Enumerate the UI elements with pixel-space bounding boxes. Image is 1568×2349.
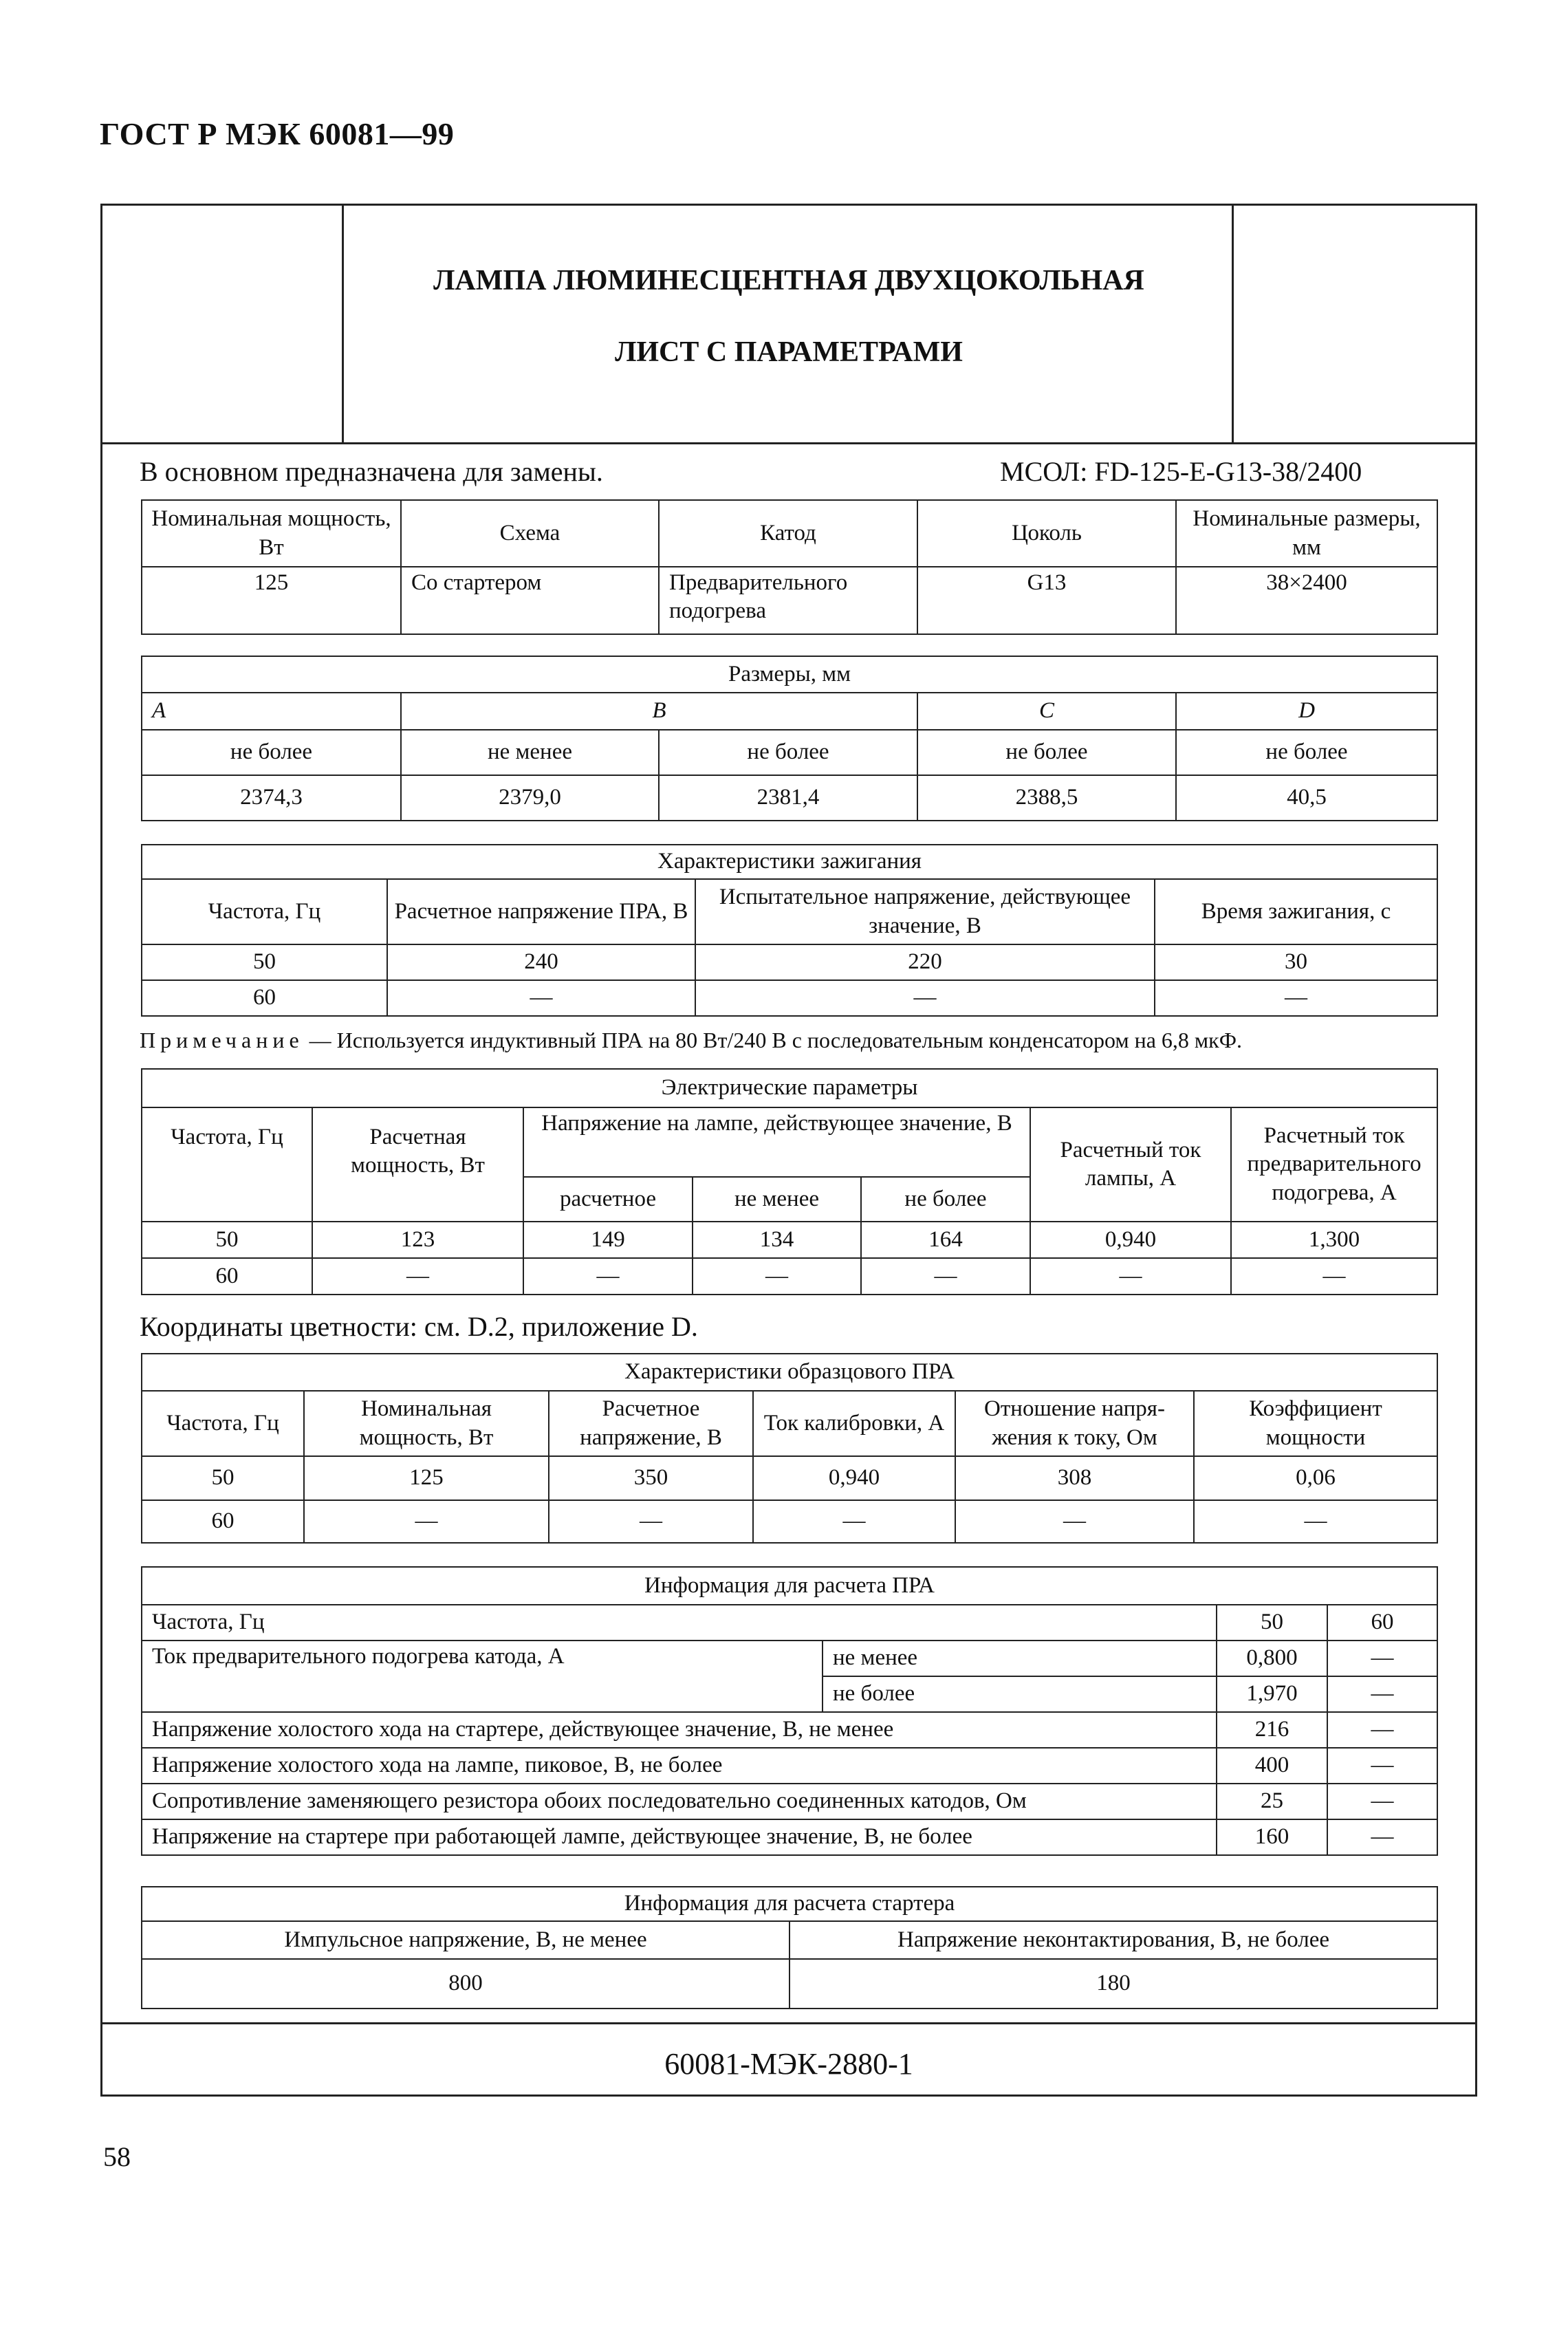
subheader-cell: не более [861,1177,1030,1222]
table-cell: Предварительного подогрева [659,567,917,634]
value-cell: 2388,5 [917,775,1176,821]
limit-cell: не более [823,1676,1217,1712]
title-block [100,204,1477,444]
row-label: Сопротивление заменяющего резистора обоих последовательно соединенных катодов, Ом [142,1784,1217,1819]
row-label: Напряжение холостого хода на стартере, действующее значение, В, не менее [142,1712,1217,1748]
intro-text: В основном предназначена для замены. [140,456,603,487]
title-divider-right [1232,204,1234,444]
header-cell: Цоколь [917,500,1176,567]
table-cell: 1,300 [1231,1222,1437,1258]
header-cell: Номинальная мощность, Вт [142,500,401,567]
header-cell: Импульсное напряжение, В, не менее [142,1921,790,1959]
limit-cell: не более [142,730,401,775]
starter-info-table [141,1886,1438,2009]
table-cell: 50 [142,944,387,980]
header-cell: Расчетная мощность, Вт [312,1107,523,1222]
limit-cell: не более [659,730,917,775]
table-cell: 350 [549,1456,753,1500]
subheader-cell: не менее [693,1177,861,1222]
table-cell: 60 [142,1258,312,1295]
table-cell: 123 [312,1222,523,1258]
dimension-letter: D [1176,693,1437,730]
table-cell: — [387,980,695,1016]
header-cell: Частота, Гц [142,1391,304,1456]
table-caption: Размеры, мм [142,656,1437,693]
table-cell: — [1194,1500,1437,1543]
table-cell: — [1327,1641,1437,1676]
table-caption: Информация для расчета ПРА [142,1567,1437,1605]
table-cell: 0,800 [1217,1641,1327,1676]
ballast-info-table [141,1566,1438,1856]
ignition-note [140,1028,1242,1053]
ignition-table [141,844,1438,1017]
dimension-letter: B [401,693,917,730]
dimension-letter: C [917,693,1176,730]
table-cell: — [1030,1258,1231,1295]
table-cell: — [312,1258,523,1295]
table-cell: — [1231,1258,1437,1295]
table-cell: 125 [142,567,401,634]
table-cell: 149 [523,1222,693,1258]
table-cell: 220 [695,944,1155,980]
header-cell: Расчетное напряжение ПРА, В [387,879,695,944]
header-cell: Ток калибровки, А [753,1391,955,1456]
dimension-letter: A [142,693,401,730]
value-cell: 2381,4 [659,775,917,821]
table-cell: 125 [304,1456,549,1500]
limit-cell: не более [1176,730,1437,775]
table-cell: 400 [1217,1748,1327,1784]
freq-value: 50 [1217,1605,1327,1641]
reference-ballast-table [141,1353,1438,1544]
limit-cell: не более [917,730,1176,775]
header-cell: Напряжение на лампе, действующее значение, В [523,1107,1030,1177]
table-cell: 0,940 [753,1456,955,1500]
table-cell: 30 [1155,944,1437,980]
chromaticity-text: Координаты цветности: см. D.2, приложение D. [140,1311,698,1342]
header-cell: Схема [401,500,659,567]
sheet-code: 60081-МЭК-2880-1 [664,2047,913,2081]
page-number: 58 [103,2141,131,2172]
header-cell: Напряжение неконтактирования, В, не более [790,1921,1437,1959]
table-caption: Электрические параметры [142,1069,1437,1107]
subheader-cell: расчетное [523,1177,693,1222]
main-parameters-table [141,499,1438,635]
table-cell: — [1327,1819,1437,1855]
title-divider-left [342,204,344,444]
table-cell: — [753,1500,955,1543]
header-cell: Частота, Гц [142,879,387,944]
table-caption: Информация для расчета стартера [142,1887,1437,1921]
table-cell: 180 [790,1959,1437,2009]
footer-rule [100,2022,1477,2024]
table-cell: — [695,980,1155,1016]
note-label: Примечание [140,1028,304,1052]
row-label: Напряжение на стартере при работающей лампе, действующее значение, В, не более [142,1819,1217,1855]
lamp-code: МСОЛ: FD-125-E-G13-38/2400 [1000,456,1362,487]
table-cell: 50 [142,1456,304,1500]
row-label: Частота, Гц [142,1605,1217,1641]
table-cell: — [955,1500,1194,1543]
dimensions-table [141,656,1438,821]
header-cell: Номинальные размеры, мм [1176,500,1437,567]
table-cell: — [1327,1712,1437,1748]
value-cell: 2379,0 [401,775,659,821]
table-caption: Характеристики зажигания [142,845,1437,879]
table-cell: — [304,1500,549,1543]
value-cell: 40,5 [1176,775,1437,821]
table-cell: 240 [387,944,695,980]
header-cell: Частота, Гц [142,1107,312,1222]
sheet-title: ЛАМПА ЛЮМИНЕСЦЕНТНАЯ ДВУХЦОКОЛЬНАЯ [433,265,1144,296]
row-label: Напряжение холостого хода на лампе, пиковое, В, не более [142,1748,1217,1784]
table-cell: — [1155,980,1437,1016]
table-cell: 0,940 [1030,1222,1231,1258]
value-cell: 2374,3 [142,775,401,821]
header-cell: Катод [659,500,917,567]
table-cell: 308 [955,1456,1194,1500]
table-cell: 50 [142,1222,312,1258]
sheet-subtitle: ЛИСТ С ПАРАМЕТРАМИ [615,336,963,368]
header-cell: Коэффициент мощности [1194,1391,1437,1456]
header-cell: Расчетное напряжение, В [549,1391,753,1456]
table-cell: 164 [861,1222,1030,1258]
table-cell: 0,06 [1194,1456,1437,1500]
table-cell: 800 [142,1959,790,2009]
table-cell: 134 [693,1222,861,1258]
table-cell: 60 [142,1500,304,1543]
table-caption: Характеристики образцового ПРА [142,1354,1437,1391]
limit-cell: не менее [823,1641,1217,1676]
electrical-table [141,1068,1438,1295]
table-cell: 160 [1217,1819,1327,1855]
table-cell: 1,970 [1217,1676,1327,1712]
header-cell: Расчетный ток предварительного подогрева, А [1231,1107,1437,1222]
table-cell: 25 [1217,1784,1327,1819]
title-bottom-rule [100,442,1477,444]
header-cell: Время зажигания, с [1155,879,1437,944]
table-cell: — [523,1258,693,1295]
limit-cell: не менее [401,730,659,775]
header-cell: Расчетный ток лампы, А [1030,1107,1231,1222]
table-cell: — [693,1258,861,1295]
table-cell: — [549,1500,753,1543]
row-label: Ток предварительного подогрева катода, А [142,1641,823,1712]
table-cell: Со стартером [401,567,659,634]
table-cell: — [1327,1748,1437,1784]
freq-value: 60 [1327,1605,1437,1641]
note-text: — Используется индуктивный ПРА на 80 Вт/240 В с последовательным конденсатором на 6,8 мкФ. [303,1028,1242,1052]
table-cell: 216 [1217,1712,1327,1748]
table-cell: 38×2400 [1176,567,1437,634]
table-cell: G13 [917,567,1176,634]
table-cell: — [1327,1676,1437,1712]
table-cell: — [861,1258,1030,1295]
header-cell: Испытательное напряжение, действующее значение, В [695,879,1155,944]
document-header: ГОСТ Р МЭК 60081—99 [100,116,455,151]
table-cell: — [1327,1784,1437,1819]
table-cell: 60 [142,980,387,1016]
header-cell: Номинальная мощность, Вт [304,1391,549,1456]
header-cell: Отношение напряжения к току, Ом [955,1391,1194,1456]
